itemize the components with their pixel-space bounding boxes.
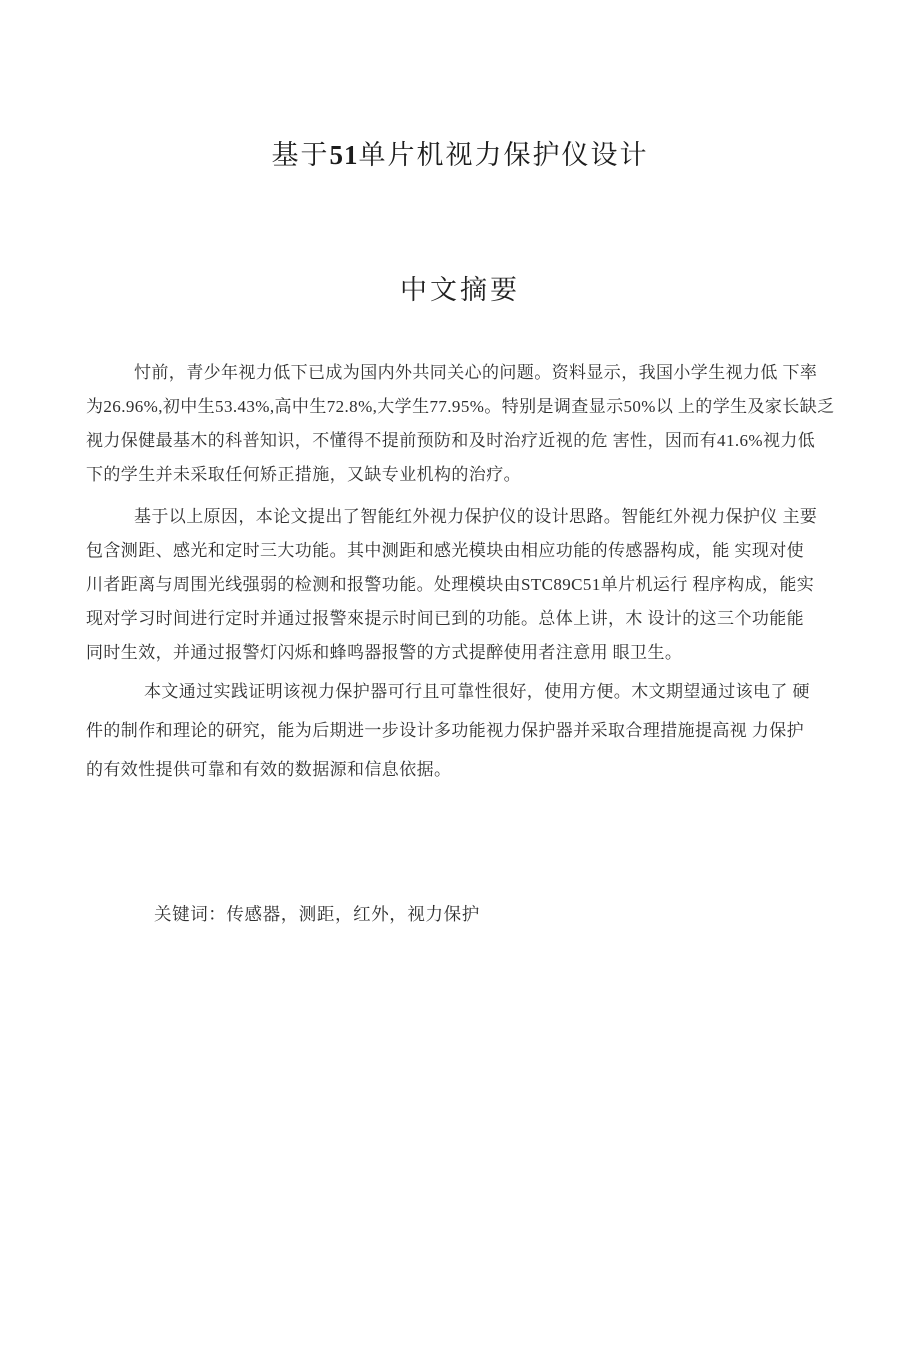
title-number: 51 [329,140,359,170]
text-line: 川者距离与周围光线强弱的检测和报警功能。处理模块由STC89C51单片机运行 程序构成，能实 [86,575,815,594]
paragraph-2 [86,500,834,670]
paragraph-3 [86,672,834,789]
keywords-line: 关键词：传感器，测距，红外，视力保护 [154,904,480,924]
text-line: 视力保健最基木的科普知识，不懂得不提前预防和及时治疗近视的危 害性，因而有41.6%视力低 [86,431,816,450]
title-suffix: 单片机视力保护仪设计 [358,140,649,170]
text-line: 同时生效，并通过报警灯闪烁和蜂鸣器报警的方式提醉使用者注意用 眼卫生。 [86,643,683,662]
text-line: 件的制作和理论的研究，能为后期进一步设计多功能视力保护器并采取合理措施提高视 力保护 [86,721,805,740]
abstract-heading: 中文摘要 [400,275,520,305]
page-title [0,136,920,174]
text-line: 本文通过实践证明该视力保护器可行且可靠性很好，使用方便。木文期望通过该电了 硬 [144,682,810,701]
text-line: 忖前，青少年视力低下已成为国内外共同关心的问题。资料显示，我国小学生视力低 下率 [134,363,818,382]
abstract-body [86,356,834,929]
text-line: 基于以上原因，本论文提出了智能红外视力保护仪的设计思路。智能红外视力保护仪 主要 [134,507,818,526]
title-prefix: 基于 [271,140,330,170]
text-line: 下的学生并未采取任何矫正措施，又缺专业机构的治疗。 [86,465,521,484]
text-line: 为26.96%,初中生53.43%,高中生72.8%,大学生77.95%。特别是调查显示50%以 上的学生及家长缺乏 [86,397,835,416]
paragraph-1 [86,356,834,492]
text-line: 现对学习时间进行定时并通过报警來提示时间已到的功能。总体上讲，木 设计的这三个功能能 [86,609,805,628]
text-line: 的有效性提供可靠和有效的数据源和信息依据。 [86,760,452,779]
text-line: 包含测距、感光和定时三大功能。其中测距和感光模块由相应功能的传感器构成，能 实现对使 [86,541,805,560]
